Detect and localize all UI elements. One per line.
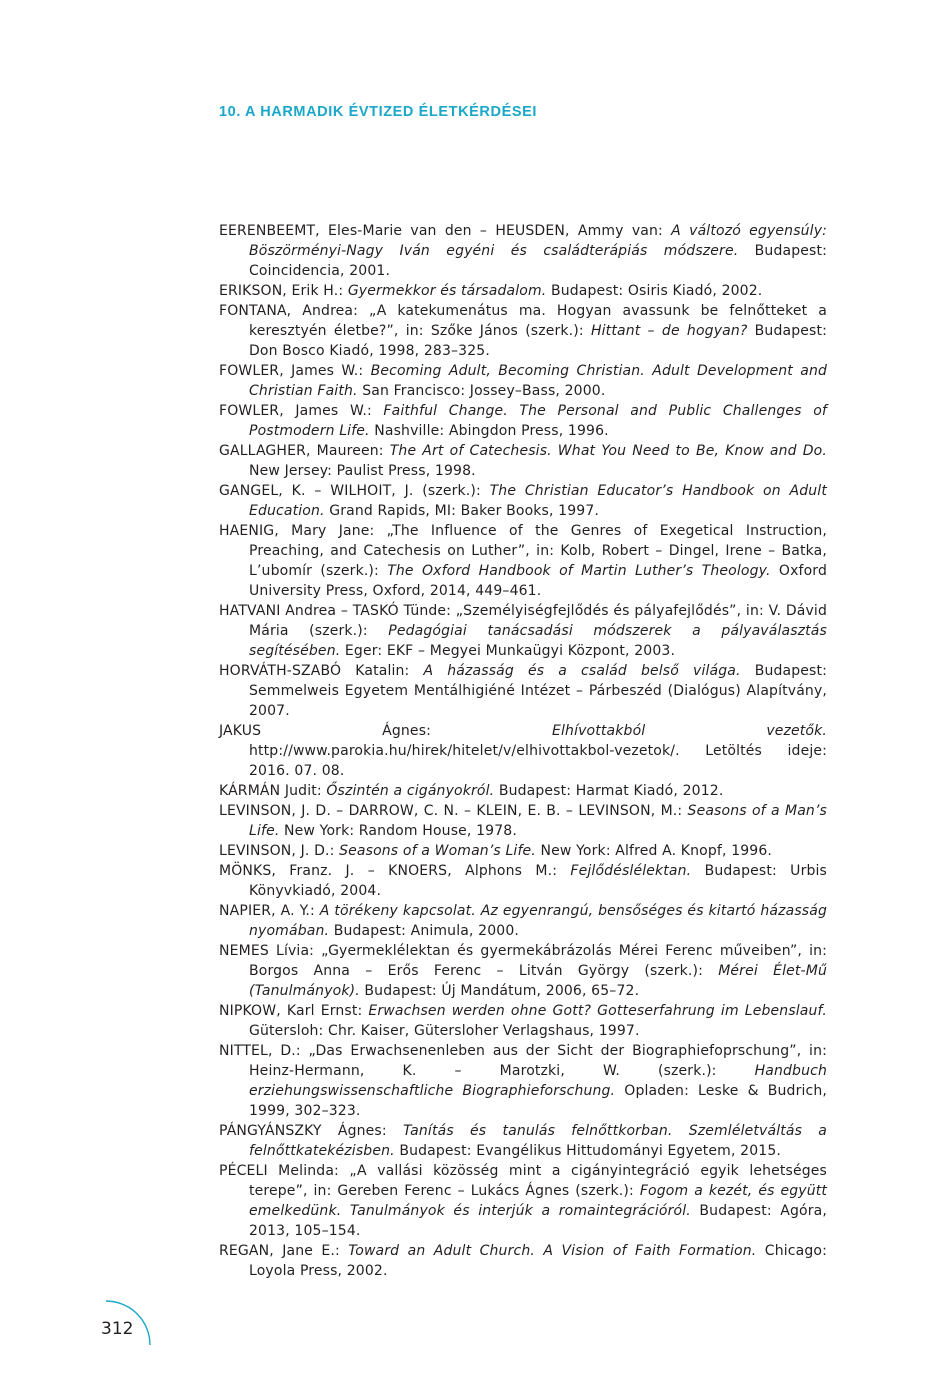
entry-title: Handbuch erziehungswissenschaftliche Biographieforschung. — [249, 1063, 827, 1099]
entry-publication: Budapest: Harmat Kiadó, 2012. — [494, 783, 724, 799]
entry-author: GANGEL, K. – WILHOIT, J. (szerk.): — [219, 483, 490, 499]
entry-author: NEMES Lívia: „Gyermeklélektan és gyermekábrázolás Mérei Ferenc műveiben”, in: Borgos Anna – Erős Ferenc – Litván György (szerk.): — [219, 943, 827, 979]
entry-author: REGAN, Jane E.: — [219, 1243, 349, 1259]
entry-author: HATVANI Andrea – TASKÓ Tünde: „Személyiségfejlődés és pályafejlődés”, in: V. Dávid Mária (szerk.): — [219, 603, 827, 639]
entry-publication: Oxford University Press, Oxford, 2014, 449–461. — [249, 563, 827, 599]
bibliography-entry — [219, 1161, 827, 1241]
entry-author: FONTANA, Andrea: „A katekumenátus ma. Hogyan avassunk be felnőtteket a keresztyén életbe?”, in: Szőke János (szerk.): — [219, 303, 827, 339]
bibliography-entry — [219, 481, 827, 521]
entry-author: LEVINSON, J. D. – DARROW, C. N. – KLEIN, E. B. – LEVINSON, M.: — [219, 803, 688, 819]
page-number: 312 — [101, 1319, 134, 1339]
entry-publication: Budapest: Urbis Könyvkiadó, 2004. — [249, 863, 827, 899]
entry-publication: Chicago: Loyola Press, 2002. — [249, 1243, 827, 1279]
entry-publication: San Francisco: Jossey–Bass, 2000. — [357, 383, 606, 399]
entry-publication: Budapest: Animula, 2000. — [329, 923, 519, 939]
entry-author: JAKUS Ágnes: — [219, 723, 553, 739]
entry-title: A házasság és a család belső világa. — [423, 663, 741, 679]
entry-publication: Budapest: Don Bosco Kiadó, 1998, 283–325. — [249, 323, 827, 359]
entry-author: PÁNGYÁNSZKY Ágnes: — [219, 1123, 403, 1139]
bibliography-entry — [219, 441, 827, 481]
entry-author: GALLAGHER, Maureen: — [219, 443, 390, 459]
bibliography-entry — [219, 401, 827, 441]
entry-author: KÁRMÁN Judit: — [219, 783, 327, 799]
entry-author: FOWLER, James W.: — [219, 363, 371, 379]
entry-author: NAPIER, A. Y.: — [219, 903, 320, 919]
entry-title: Fejlődéslélektan. — [570, 863, 692, 879]
entry-author: HORVÁTH-SZABÓ Katalin: — [219, 663, 424, 679]
entry-publication: Budapest: Coincidencia, 2001. — [249, 243, 827, 279]
entry-publication: Eger: EKF – Megyei Munkaügyi Központ, 2003. — [340, 643, 676, 659]
bibliography-entry — [219, 301, 827, 361]
entry-title: Faithful Change. The Personal and Public Challenges of Postmodern Life. — [249, 403, 827, 439]
entry-author: HAENIG, Mary Jane: „The Influence of the Genres of Exegetical Instruction, Preaching, and Catechesis on Luther”, in: Kolb, Robert – Dingel, Irene – Batka, L’ubomír (szerk.): — [219, 523, 827, 579]
entry-author: EERENBEEMT, Eles-Marie van den – HEUSDEN, Ammy van: — [219, 223, 672, 239]
bibliography-entry — [219, 521, 827, 601]
entry-publication: Budapest: Agóra, 2013, 105–154. — [249, 1203, 827, 1239]
chapter-title: 10. A HARMADIK ÉVTIZED ÉLETKÉRDÉSEI — [219, 104, 538, 120]
entry-title: Tanítás és tanulás felnőttkorban. Szemléletváltás a felnőttkatekézisben. — [249, 1123, 828, 1159]
entry-title: The Art of Catechesis. What You Need to Be, Know and Do. — [389, 443, 827, 459]
entry-author: MÖNKS, Franz. J. – KNOERS, Alphons M.: — [219, 863, 571, 879]
bibliography-entry — [219, 901, 827, 941]
bibliography-entry — [219, 781, 827, 801]
entry-title: The Christian Educator’s Handbook on Adult Education. — [249, 483, 827, 519]
entry-title: Fogom a kezét, és együtt emelkedünk. Tanulmányok és interjúk a romaintegrációról. — [249, 1183, 827, 1219]
entry-publication: Opladen: Leske & Budrich, 1999, 302–323. — [249, 1083, 828, 1119]
bibliography-entry — [219, 1121, 827, 1161]
entry-author: ERIKSON, Erik H.: — [219, 283, 348, 299]
bibliography-entry — [219, 1041, 827, 1121]
entry-publication: Budapest: Semmelweis Egyetem Mentálhigiéné Intézet – Párbeszéd (Dialógus) Alapítvány, 2007. — [249, 663, 827, 719]
bibliography-entry — [219, 361, 827, 401]
bibliography-entry — [219, 281, 827, 301]
entry-title: Mérei Élet-Mű (Tanulmányok). — [249, 963, 827, 999]
bibliography-entry — [219, 601, 827, 661]
entry-title: A törékeny kapcsolat. Az egyenrangú, bensőséges és kitartó házasság nyomában. — [249, 903, 827, 939]
entry-title: Toward an Adult Church. A Vision of Faith Formation. — [348, 1243, 757, 1259]
entry-title: Pedagógiai tanácsadási módszerek a pályaválasztás segítésében. — [249, 623, 827, 659]
entry-title: A változó egyensúly: Böszörményi-Nagy Iván egyéni és családterápiás módszere. — [249, 223, 828, 259]
entry-title: The Oxford Handbook of Martin Luther’s Theology. — [387, 563, 771, 579]
entry-publication: New Jersey: Paulist Press, 1998. — [249, 463, 476, 479]
entry-title: Seasons of a Woman’s Life. — [339, 843, 536, 859]
entry-title: Seasons of a Man’s Life. — [249, 803, 827, 839]
entry-title: Becoming Adult, Becoming Christian. Adult Development and Christian Faith. — [249, 363, 827, 399]
bibliography-entry — [219, 221, 827, 281]
entry-publication: Budapest: Új Mandátum, 2006, 65–72. — [359, 983, 640, 999]
bibliography-entry — [219, 1001, 827, 1041]
bibliography-entry — [219, 941, 827, 1001]
entry-publication: Budapest: Osiris Kiadó, 2002. — [546, 283, 763, 299]
bibliography-entry — [219, 861, 827, 901]
entry-title: Elhívottakból vezetők. — [552, 723, 827, 739]
entry-author: FOWLER, James W.: — [219, 403, 384, 419]
entry-author: PÉCELI Melinda: „A vallási közösség mint a cigányintegráció egyik lehetséges terepe”, in: Gereben Ferenc – Lukács Ágnes (szerk.): — [219, 1163, 827, 1199]
bibliography-entry — [219, 801, 827, 841]
entry-title: Őszintén a cigányokról. — [326, 783, 495, 799]
bibliography-entry — [219, 1241, 827, 1281]
entry-publication: http://www.parokia.hu/hirek/hitelet/v/elhivottakbol-vezetok/. Letöltés ideje: 2016. 07. 08. — [249, 743, 827, 779]
entry-title: Gyermekkor és társadalom. — [347, 283, 547, 299]
bibliography-entry — [219, 721, 827, 781]
entry-author: NIPKOW, Karl Ernst: — [219, 1003, 369, 1019]
entry-publication: Nashville: Abingdon Press, 1996. — [369, 423, 609, 439]
entry-author: LEVINSON, J. D.: — [219, 843, 340, 859]
bibliography-entry — [219, 841, 827, 861]
entry-title: Erwachsen werden ohne Gott? Gotteserfahrung im Lebenslauf. — [368, 1003, 827, 1019]
entry-title: Hittant – de hogyan? — [590, 323, 748, 339]
entry-publication: Gütersloh: Chr. Kaiser, Gütersloher Verlagshaus, 1997. — [249, 1023, 640, 1039]
bibliography-list — [219, 221, 827, 1281]
entry-publication: Budapest: Evangélikus Hittudományi Egyetem, 2015. — [394, 1143, 782, 1159]
entry-publication: New York: Random House, 1978. — [279, 823, 517, 839]
bibliography-entry — [219, 661, 827, 721]
entry-publication: New York: Alfred A. Knopf, 1996. — [535, 843, 773, 859]
entry-author: NITTEL, D.: „Das Erwachsenenleben aus der Sicht der Biographiefoprschung”, in: Heinz-Hermann, K. – Marotzki, W. (szerk.): — [219, 1043, 827, 1079]
entry-publication: Grand Rapids, MI: Baker Books, 1997. — [324, 503, 600, 519]
